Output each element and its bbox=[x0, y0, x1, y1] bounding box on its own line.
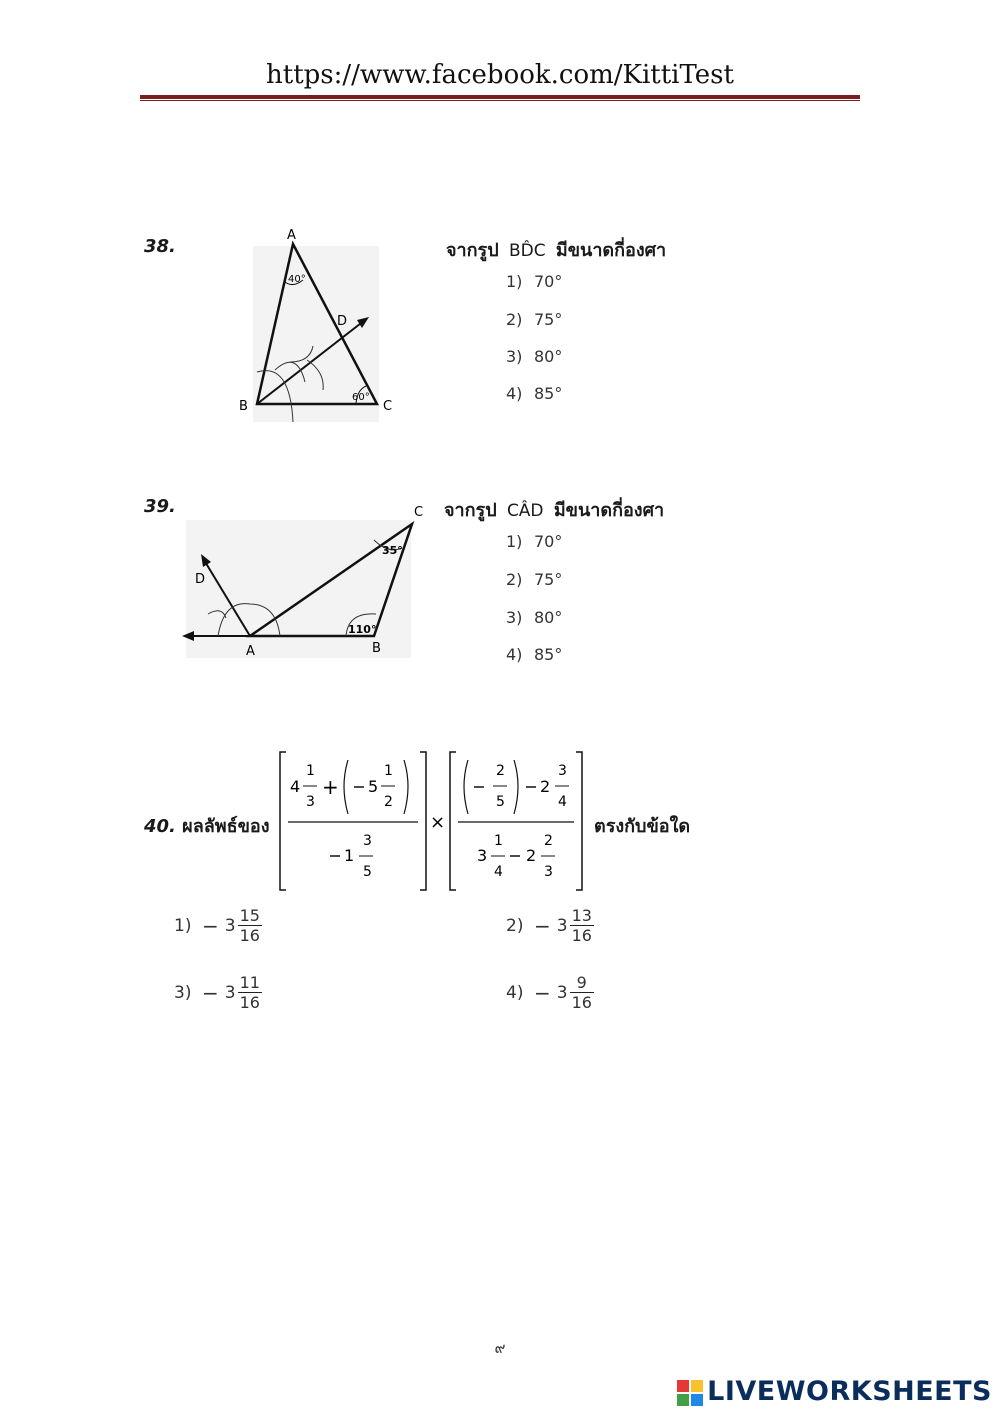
q40-rn-num1: 2 bbox=[496, 763, 505, 779]
q38-option-4[interactable]: 4) 85° bbox=[506, 384, 563, 403]
q38-option-3[interactable]: 3) 80° bbox=[506, 347, 563, 366]
q40-ln-den2: 2 bbox=[384, 794, 393, 810]
q38-label-b: B bbox=[239, 399, 248, 414]
q40-rd-whole1: 3 bbox=[477, 846, 488, 865]
q39-label-b: B bbox=[372, 641, 381, 656]
q39-option-4[interactable]: 4) 85° bbox=[506, 645, 563, 664]
q39-option-3[interactable]: 3) 80° bbox=[506, 608, 563, 627]
liveworksheets-badge-icon bbox=[677, 1380, 703, 1406]
q40-right-bracket-close bbox=[576, 752, 582, 890]
q40-option-3[interactable]: 3) − 3 $\frac{11}{16}$ bbox=[174, 973, 260, 1013]
q38-angle-name: BD̂C bbox=[508, 241, 546, 261]
q40-left-bracket-open bbox=[280, 752, 286, 890]
q39-question bbox=[444, 495, 664, 524]
q40-option-4[interactable]: 4) − 3 $\frac{9}{16}$ bbox=[506, 973, 592, 1013]
q40-number: 40. bbox=[144, 816, 176, 837]
q40-rd-den1: 4 bbox=[494, 864, 503, 880]
q40-rn-paren-close bbox=[514, 760, 518, 814]
q40-times: × bbox=[430, 812, 446, 833]
q39-option-1[interactable]: 1) 70° bbox=[506, 532, 563, 551]
q38-angle-c: 60° bbox=[352, 392, 370, 403]
q40-rn-whole2: 2 bbox=[540, 777, 551, 796]
q40-rd-num1: 1 bbox=[494, 833, 503, 849]
q40-ln-whole1: 4 bbox=[290, 777, 301, 796]
q40-option-1[interactable]: 1) − 3 $\frac{15}{16}$ bbox=[174, 906, 260, 946]
q39-prefix: จากรูป bbox=[444, 500, 497, 521]
q40-ln-plus: + bbox=[322, 775, 339, 799]
q40-rn-den1: 5 bbox=[496, 794, 505, 810]
q38-prefix: จากรูป bbox=[446, 240, 499, 261]
q39-angle-b: 110° bbox=[348, 623, 377, 636]
q39-label-c: C bbox=[414, 505, 424, 520]
q40-ld-num: 3 bbox=[363, 833, 372, 849]
q38-number: 38. bbox=[144, 236, 176, 257]
q39-suffix: มีขนาดกี่องศา bbox=[553, 500, 665, 521]
q38-question bbox=[446, 235, 666, 264]
q39-angle-name: CÂD bbox=[506, 501, 544, 521]
q40-rn-den2: 4 bbox=[558, 794, 567, 810]
q40-option-2[interactable]: 2) − 3 $\frac{13}{16}$ bbox=[506, 906, 592, 946]
q40-ln-num1: 1 bbox=[306, 763, 315, 779]
q40-rd-num2: 2 bbox=[544, 833, 553, 849]
q39-label-d: D bbox=[195, 572, 206, 587]
q40-ln-paren-open bbox=[344, 760, 348, 814]
liveworksheets-logo[interactable] bbox=[677, 1376, 992, 1407]
q40-rn-num2: 3 bbox=[558, 763, 567, 779]
q40-suffix: ตรงกับข้อใด bbox=[594, 816, 691, 837]
q38-figure bbox=[235, 222, 410, 427]
header-rule bbox=[140, 95, 860, 99]
q40-left-bracket-close bbox=[420, 752, 426, 890]
q40-rd-whole2: 2 bbox=[526, 846, 537, 865]
q40-ln-whole2: 5 bbox=[368, 777, 379, 796]
q38-label-a: A bbox=[287, 228, 296, 243]
q38-option-1[interactable]: 1) 70° bbox=[506, 272, 563, 291]
q39-label-a: A bbox=[246, 644, 255, 659]
q40-rd-den2: 3 bbox=[544, 864, 553, 880]
q38-angle-a: 40° bbox=[288, 274, 306, 285]
q40-prefix: ผลลัพธ์ของ bbox=[182, 816, 270, 837]
q39-figure-bg bbox=[186, 520, 411, 658]
q40-expression bbox=[272, 748, 592, 896]
header-rule-thin bbox=[140, 100, 860, 101]
q40-ln-num2: 1 bbox=[384, 763, 393, 779]
liveworksheets-brand: LIVEWORKSHEETS bbox=[707, 1376, 992, 1407]
q40-prefix-line bbox=[144, 811, 270, 840]
q38-label-c: C bbox=[383, 399, 393, 414]
q39-angle-c: 35° bbox=[382, 544, 403, 557]
q40-ln-paren-close bbox=[404, 760, 408, 814]
q40-ld-den: 5 bbox=[363, 864, 372, 880]
page-number: ๙ bbox=[494, 1339, 506, 1357]
header-url: https://www.facebook.com/KittiTest bbox=[266, 60, 734, 90]
q39-option-2[interactable]: 2) 75° bbox=[506, 570, 563, 589]
q38-label-d: D bbox=[337, 314, 348, 329]
q39-number: 39. bbox=[144, 496, 176, 517]
q39-figure bbox=[178, 500, 433, 665]
q40-right-bracket-open bbox=[450, 752, 456, 890]
q38-option-2[interactable]: 2) 75° bbox=[506, 310, 563, 329]
q40-ld-whole: 1 bbox=[344, 846, 355, 865]
q38-suffix: มีขนาดกี่องศา bbox=[555, 240, 667, 261]
q40-ln-den1: 3 bbox=[306, 794, 315, 810]
q40-rn-paren-open bbox=[464, 760, 468, 814]
